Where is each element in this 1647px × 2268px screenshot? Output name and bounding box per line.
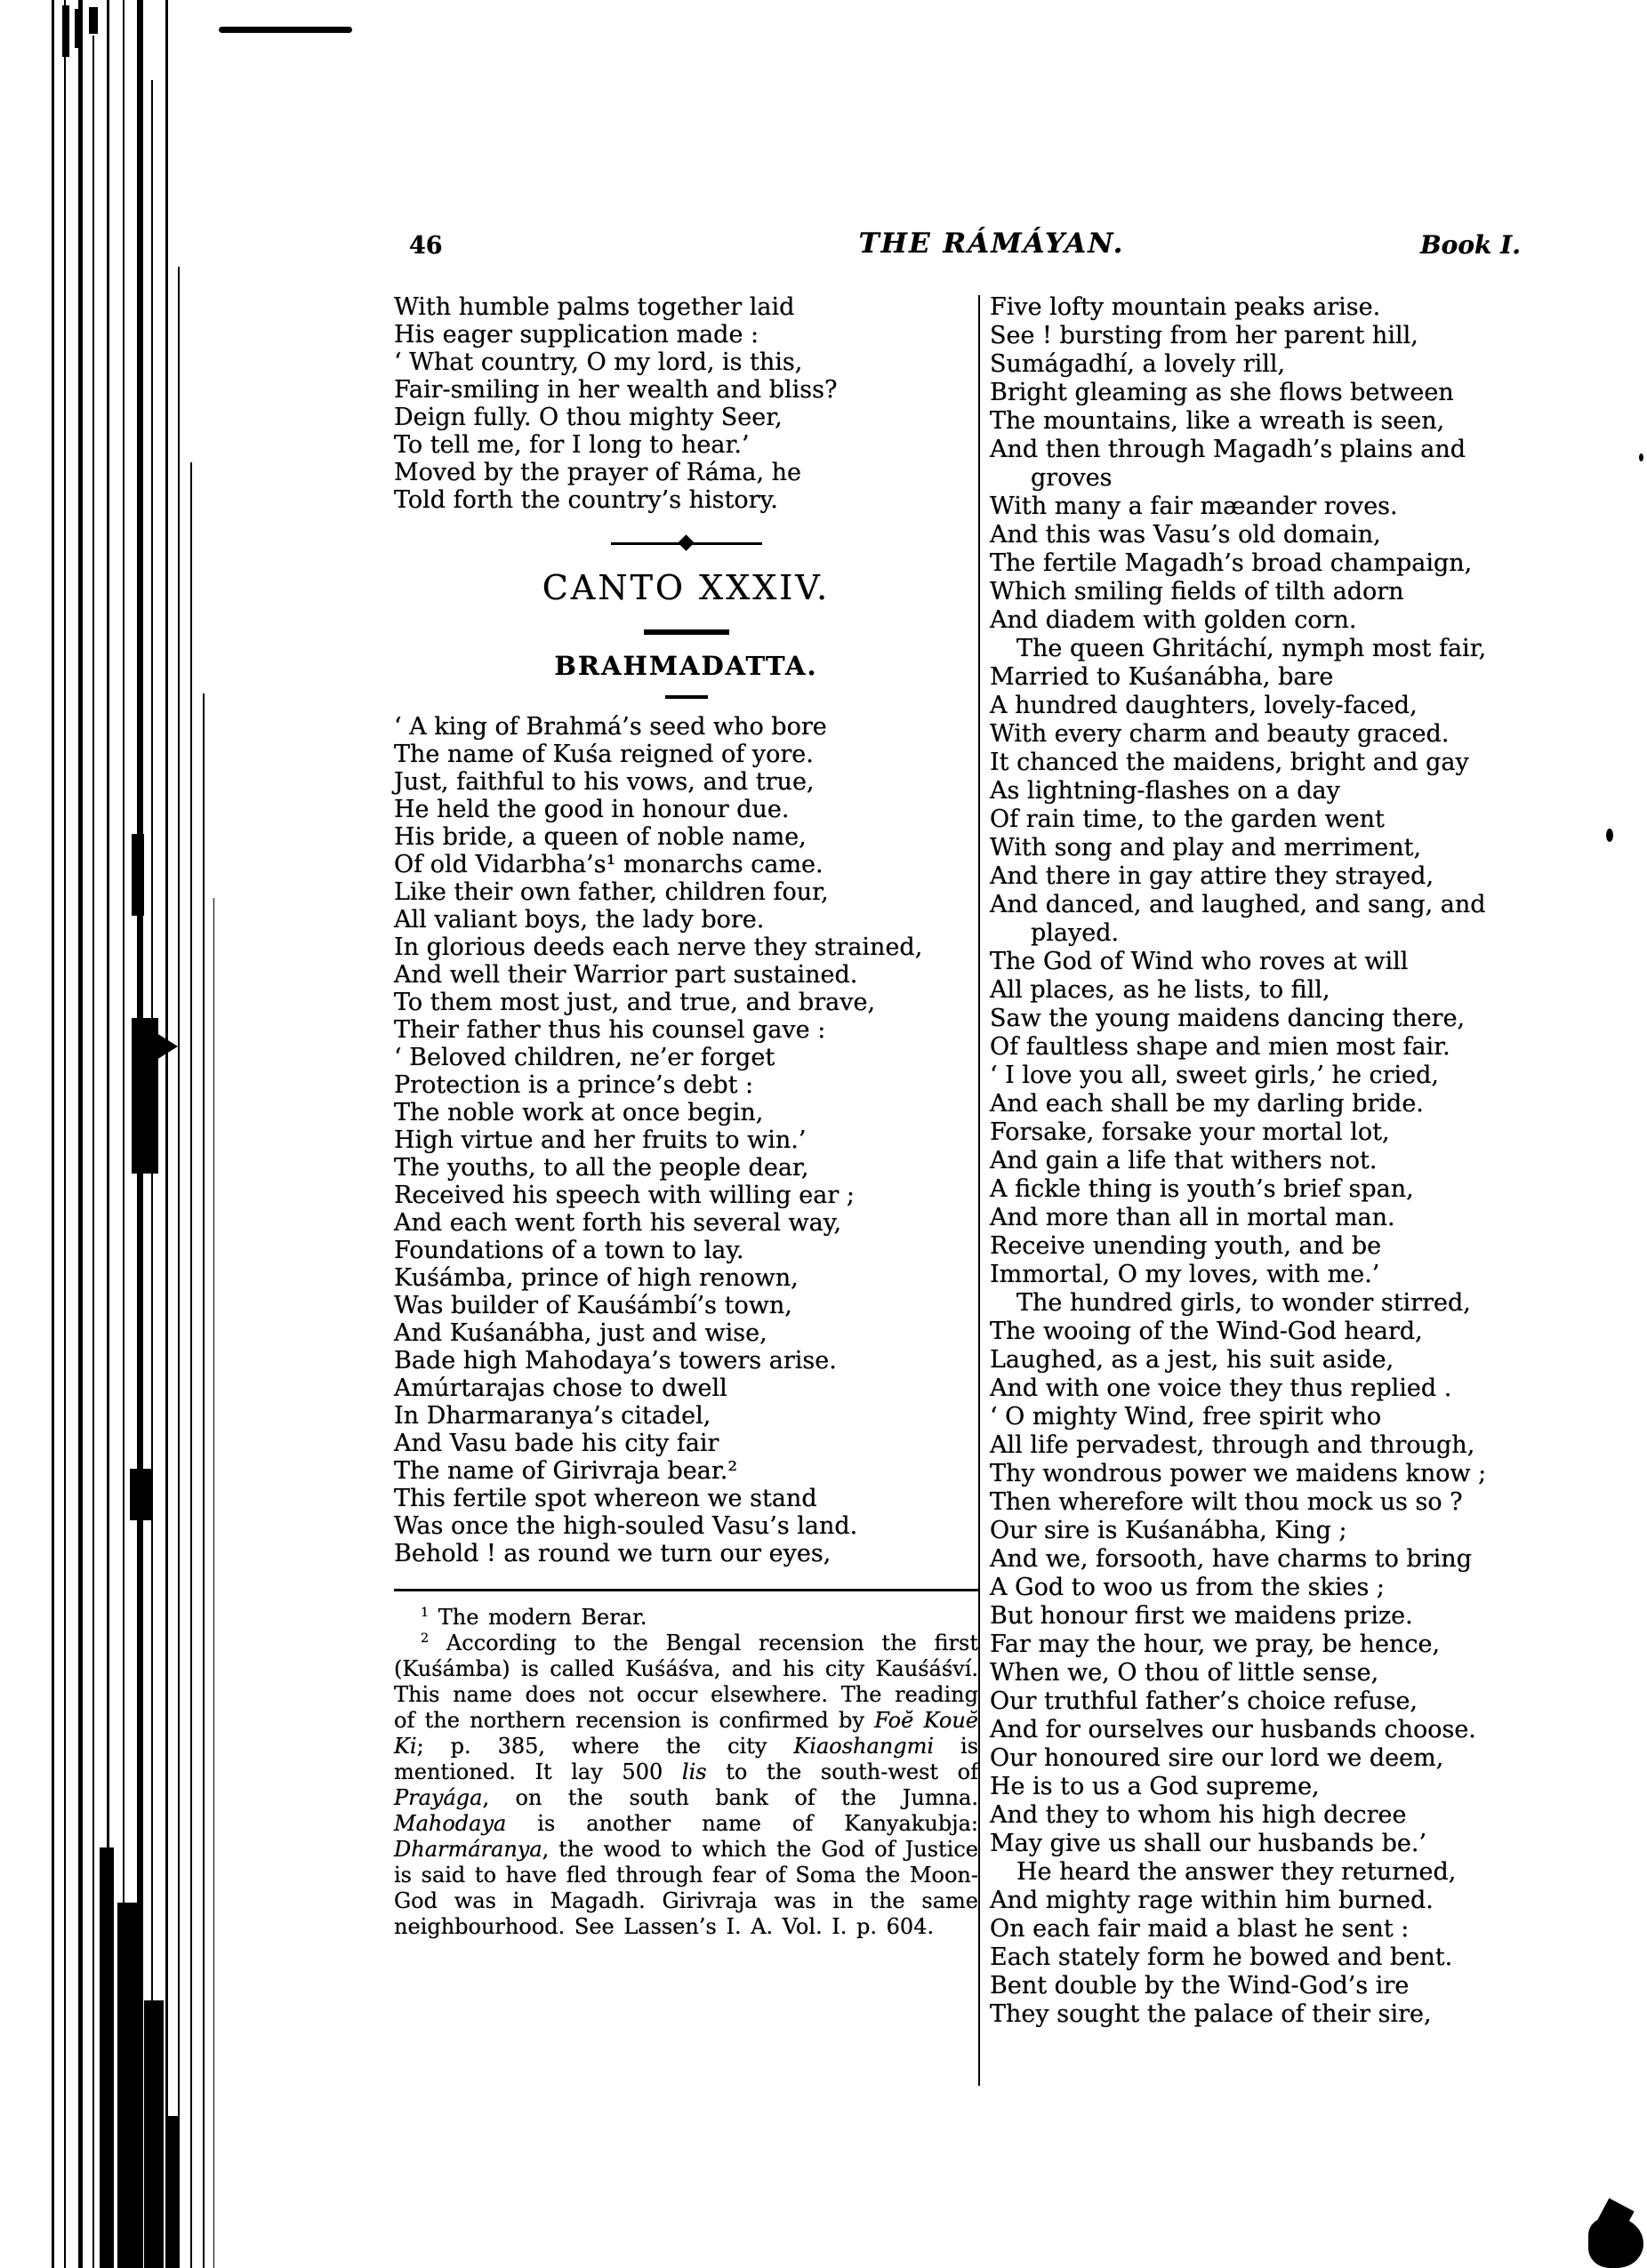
poem-line: groves xyxy=(1031,464,1113,492)
poem-line: With song and play and merriment, xyxy=(990,834,1422,862)
footnote-text-segment: Dharmáranya xyxy=(394,1837,542,1862)
poem-line: In Dharmaranya’s citadel, xyxy=(394,1402,711,1430)
poem-line: Forsake, forsake your mortal lot, xyxy=(990,1118,1390,1146)
poem-line: A God to woo us from the skies ; xyxy=(990,1574,1385,1601)
poem-line: Laughed, as a jest, his suit aside, xyxy=(990,1346,1394,1374)
poem-line: And there in gay attire they strayed, xyxy=(990,862,1434,890)
scan-artifact xyxy=(117,1903,142,2268)
scan-artifact xyxy=(52,0,54,2268)
scan-artifact xyxy=(190,462,192,2268)
canto-heading: CANTO XXXIV. xyxy=(542,568,831,607)
poem-line: And each went forth his several way, xyxy=(394,1209,842,1237)
footnote-text-segment: Kiaoshangmi xyxy=(793,1734,935,1759)
poem-line: He held the good in honour due. xyxy=(394,796,790,823)
footnote-2 xyxy=(394,1631,978,1940)
poem-line: A hundred daughters, lovely-faced, xyxy=(990,692,1418,719)
poem-line: Like their own father, children four, xyxy=(394,878,829,906)
scan-artifact xyxy=(132,834,144,916)
footnote-text-segment: , the wood to which the God of Justice is said to have fled through fear of Soma the Moon-God was in Magadh. Girivraja was in the same neighbourhood. See Lassen’s I. A. Vol. I. p. 604. xyxy=(394,1837,978,1939)
poem-line: Five lofty mountain peaks arise. xyxy=(990,293,1381,321)
poem-line: Of old Vidarbha’s¹ monarchs came. xyxy=(394,851,824,878)
poem-line: Bright gleaming as she flows between xyxy=(990,379,1454,406)
poem-line: He heard the answer they returned, xyxy=(1016,1858,1457,1886)
poem-line: As lightning-flashes on a day xyxy=(990,777,1340,805)
footnote-text-segment: lis xyxy=(681,1759,707,1784)
poem-line: Kuśámba, prince of high renown, xyxy=(394,1264,799,1292)
poem-line: ‘ I love you all, sweet girls,’ he cried, xyxy=(990,1062,1440,1089)
poem-line: And we, forsooth, have charms to bring xyxy=(990,1545,1472,1573)
poem-line: He is to us a God supreme, xyxy=(990,1773,1320,1800)
poem-line: And Vasu bade his city fair xyxy=(394,1430,719,1457)
poem-line: Saw the young maidens dancing there, xyxy=(990,1005,1466,1032)
footnote-text-segment: According to the Bengal recension the first (Kuśámba) is called Kuśáśva, and his city Kauśáśví. This name does not occur elsewhere. The reading of the northern recension is confirmed by xyxy=(394,1631,978,1733)
poem-line: Of faultless shape and mien most fair. xyxy=(990,1033,1450,1061)
poem-line: Married to Kuśanábha, bare xyxy=(990,663,1334,691)
poem-line: ‘ A king of Brahmá’s seed who bore xyxy=(394,713,827,741)
poem-line: And for ourselves our husbands choose. xyxy=(990,1716,1476,1743)
poem-line: The name of Kuśa reigned of yore. xyxy=(394,741,814,768)
poem-line: Was once the high-souled Vasu’s land. xyxy=(394,1512,858,1540)
poem-line: To tell me, for I long to hear.’ xyxy=(394,431,750,459)
poem-line: With many a fair mæander roves. xyxy=(990,493,1398,520)
poem-line: All places, as he lists, to fill, xyxy=(990,976,1330,1004)
poem-line: Sumágadhí, a lovely rill, xyxy=(990,350,1286,378)
scan-artifact xyxy=(62,5,69,57)
poem-line: Protection is a prince’s debt : xyxy=(394,1071,754,1099)
footnote-text-segment: Mahodaya xyxy=(394,1811,507,1836)
scan-artifact xyxy=(89,7,98,34)
poem-line: The mountains, like a wreath is seen, xyxy=(990,407,1445,435)
poem-line: And mighty rage within him burned. xyxy=(990,1887,1434,1914)
poem-line: Our sire is Kuśanábha, King ; xyxy=(990,1517,1347,1544)
poem-line: Each stately form he bowed and bent. xyxy=(990,1943,1453,1971)
poem-line: Told forth the country’s history. xyxy=(394,486,778,514)
poem-line: And with one voice they thus replied . xyxy=(990,1374,1452,1402)
scan-artifact xyxy=(213,898,214,2268)
scan-artifact xyxy=(151,80,153,2268)
poem-line: And well their Warrior part sustained. xyxy=(394,961,858,989)
canto-subheading: BRAHMADATTA. xyxy=(554,651,818,681)
poem-line: And this was Vasu’s old domain, xyxy=(990,521,1381,549)
scan-artifact xyxy=(100,1847,114,2268)
canto-poem xyxy=(394,713,978,1567)
poem-line: High virtue and her fruits to win.’ xyxy=(394,1126,807,1154)
poem-line: Just, faithful to his vows, and true, xyxy=(394,768,815,796)
heading-rule xyxy=(644,629,729,635)
poem-line: Moved by the prayer of Ráma, he xyxy=(394,459,802,486)
scan-artifact xyxy=(75,9,80,48)
poem-line: Foundations of a town to lay. xyxy=(394,1237,744,1264)
poem-line: All valiant boys, the lady bore. xyxy=(394,906,765,934)
poem-line: Their father thus his counsel gave : xyxy=(394,1016,826,1044)
scan-artifact xyxy=(165,2116,180,2268)
footnote-1 xyxy=(394,1605,978,1631)
poem-line: Then wherefore wilt thou mock us so ? xyxy=(990,1488,1463,1516)
poem-line: In glorious deeds each nerve they strained, xyxy=(394,934,923,961)
poem-line: The hundred girls, to wonder stirred, xyxy=(1016,1289,1471,1317)
poem-line: Received his speech with willing ear ; xyxy=(394,1182,855,1209)
poem-line: And diadem with golden corn. xyxy=(990,606,1357,634)
poem-line: They sought the palace of their sire, xyxy=(990,2000,1432,2028)
scan-artifact xyxy=(165,0,168,2268)
poem-line: See ! bursting from her parent hill, xyxy=(990,322,1418,349)
footnote-text-segment: Prayága xyxy=(394,1785,483,1810)
poem-line: The God of Wind who roves at will xyxy=(990,948,1409,975)
poem-line: The queen Ghritáchí, nymph most fair, xyxy=(1016,635,1487,662)
scan-artifact xyxy=(178,267,180,2268)
left-column xyxy=(394,293,978,1940)
poem-line: Bent double by the Wind-God’s ire xyxy=(990,1972,1410,2000)
poem-line: The youths, to all the people dear, xyxy=(394,1154,809,1182)
poem-line: Thy wondrous power we maidens know ; xyxy=(990,1460,1487,1487)
column-divider-rule xyxy=(978,295,980,2086)
footnote-text-segment: is mentioned. It lay 500 xyxy=(394,1734,979,1784)
poem-line: Behold ! as round we turn our eyes, xyxy=(394,1540,832,1567)
poem-line: To them most just, and true, and brave, xyxy=(394,989,876,1016)
poem-line: Deign fully. O thou mighty Seer, xyxy=(394,404,783,431)
poem-line: And each shall be my darling bride. xyxy=(990,1090,1424,1118)
scan-artifact xyxy=(157,1033,178,1060)
scan-artifact xyxy=(78,0,83,2268)
poem-line: On each fair maid a blast he sent : xyxy=(990,1915,1410,1943)
scan-artifact xyxy=(1606,829,1613,842)
poem-line: Amúrtarajas chose to dwell xyxy=(394,1374,727,1402)
poem-line: ‘ Beloved children, ne’er forget xyxy=(394,1044,775,1071)
poem-line: But honour first we maidens prize. xyxy=(990,1602,1413,1630)
diamond-icon xyxy=(678,534,694,550)
scan-artifact xyxy=(64,0,66,2268)
poem-line: Which smiling fields of tilth adorn xyxy=(990,578,1404,605)
poem-line: A fickle thing is youth’s brief span, xyxy=(990,1175,1414,1203)
diamond-rule-ornament xyxy=(611,537,762,549)
poem-line: His bride, a queen of noble name, xyxy=(394,823,807,851)
poem-line: May give us shall our husbands be.’ xyxy=(990,1830,1427,1857)
footnote-separator-rule xyxy=(394,1589,978,1591)
poem-line: Was builder of Kauśámbí’s town, xyxy=(394,1292,792,1319)
poem-line: With humble palms together laid xyxy=(394,293,795,321)
footnote-body xyxy=(394,1631,978,1939)
scan-artifact xyxy=(144,2000,164,2268)
scan-artifact xyxy=(219,27,352,33)
footnote-text-segment: is another name of Kanyakubja: xyxy=(506,1811,978,1836)
poem-line: And danced, and laughed, and sang, and xyxy=(990,891,1486,918)
scan-artifact xyxy=(132,1018,158,1174)
scan-artifact xyxy=(203,693,205,2268)
poem-line: Immortal, O my loves, with me.’ xyxy=(990,1261,1380,1288)
poem-line: Receive unending youth, and be xyxy=(990,1232,1382,1260)
poem-line: His eager supplication made : xyxy=(394,321,759,349)
footnote-text-segment: Foĕ Kouĕ Ki xyxy=(394,1708,978,1759)
poem-line: played. xyxy=(1031,919,1120,947)
poem-line: Bade high Mahodaya’s towers arise. xyxy=(394,1347,837,1374)
poem-line: When we, O thou of little sense, xyxy=(990,1659,1379,1687)
poem-line: The wooing of the Wind-God heard, xyxy=(990,1318,1423,1345)
poem-line: It chanced the maidens, bright and gay xyxy=(990,749,1469,776)
footnote-text-segment: to the south-west of xyxy=(706,1759,978,1784)
poem-line: With every charm and beauty graced. xyxy=(990,720,1450,748)
poem-line: And then through Magadh’s plains and xyxy=(990,436,1466,463)
scan-artifact xyxy=(1639,453,1643,461)
intro-stanza xyxy=(394,293,978,514)
footnote-marker: 2 xyxy=(421,1631,430,1646)
poem-line: Our truthful father’s choice refuse, xyxy=(990,1687,1418,1715)
poem-line: ‘ What country, O my lord, is this, xyxy=(394,349,803,376)
book-label: Book I. xyxy=(1420,230,1522,260)
footnote-text-segment: , on the south bank of the Jumna. xyxy=(482,1785,978,1810)
poem-line: And more than all in mortal man. xyxy=(990,1204,1395,1231)
poem-line: All life pervadest, through and through, xyxy=(990,1431,1475,1459)
footnote-marker: 1 xyxy=(421,1606,430,1620)
poem-line: And Kuśanábha, just and wise, xyxy=(394,1319,767,1347)
subheading-rule xyxy=(665,695,708,699)
poem-line: Our honoured sire our lord we deem, xyxy=(990,1744,1444,1772)
footnotes xyxy=(394,1605,978,1940)
scan-artifact xyxy=(92,36,94,2268)
poem-line: The noble work at once begin, xyxy=(394,1099,764,1126)
footnote-text-segment: ; p. 385, where the city xyxy=(416,1734,794,1759)
footnote-text: The modern Berar. xyxy=(429,1605,647,1630)
page-number: 46 xyxy=(409,232,443,260)
poem-line: And they to whom his high decree xyxy=(990,1801,1407,1829)
poem-line: Far may the hour, we pray, be hence, xyxy=(990,1631,1441,1658)
right-column xyxy=(990,293,1595,2029)
running-title: THE RÁMÁYAN. xyxy=(858,228,1125,260)
poem-line: This fertile spot whereon we stand xyxy=(394,1485,817,1512)
scan-artifact xyxy=(130,1469,153,1520)
poem-line: The fertile Magadh’s broad champaign, xyxy=(990,549,1473,577)
poem-line: Of rain time, to the garden went xyxy=(990,805,1385,833)
poem-line: Fair-smiling in her wealth and bliss? xyxy=(394,376,838,404)
poem-line: ‘ O mighty Wind, free spirit who xyxy=(990,1403,1382,1431)
poem-line: And gain a life that withers not. xyxy=(990,1147,1378,1174)
poem-line: The name of Girivraja bear.² xyxy=(394,1457,738,1485)
